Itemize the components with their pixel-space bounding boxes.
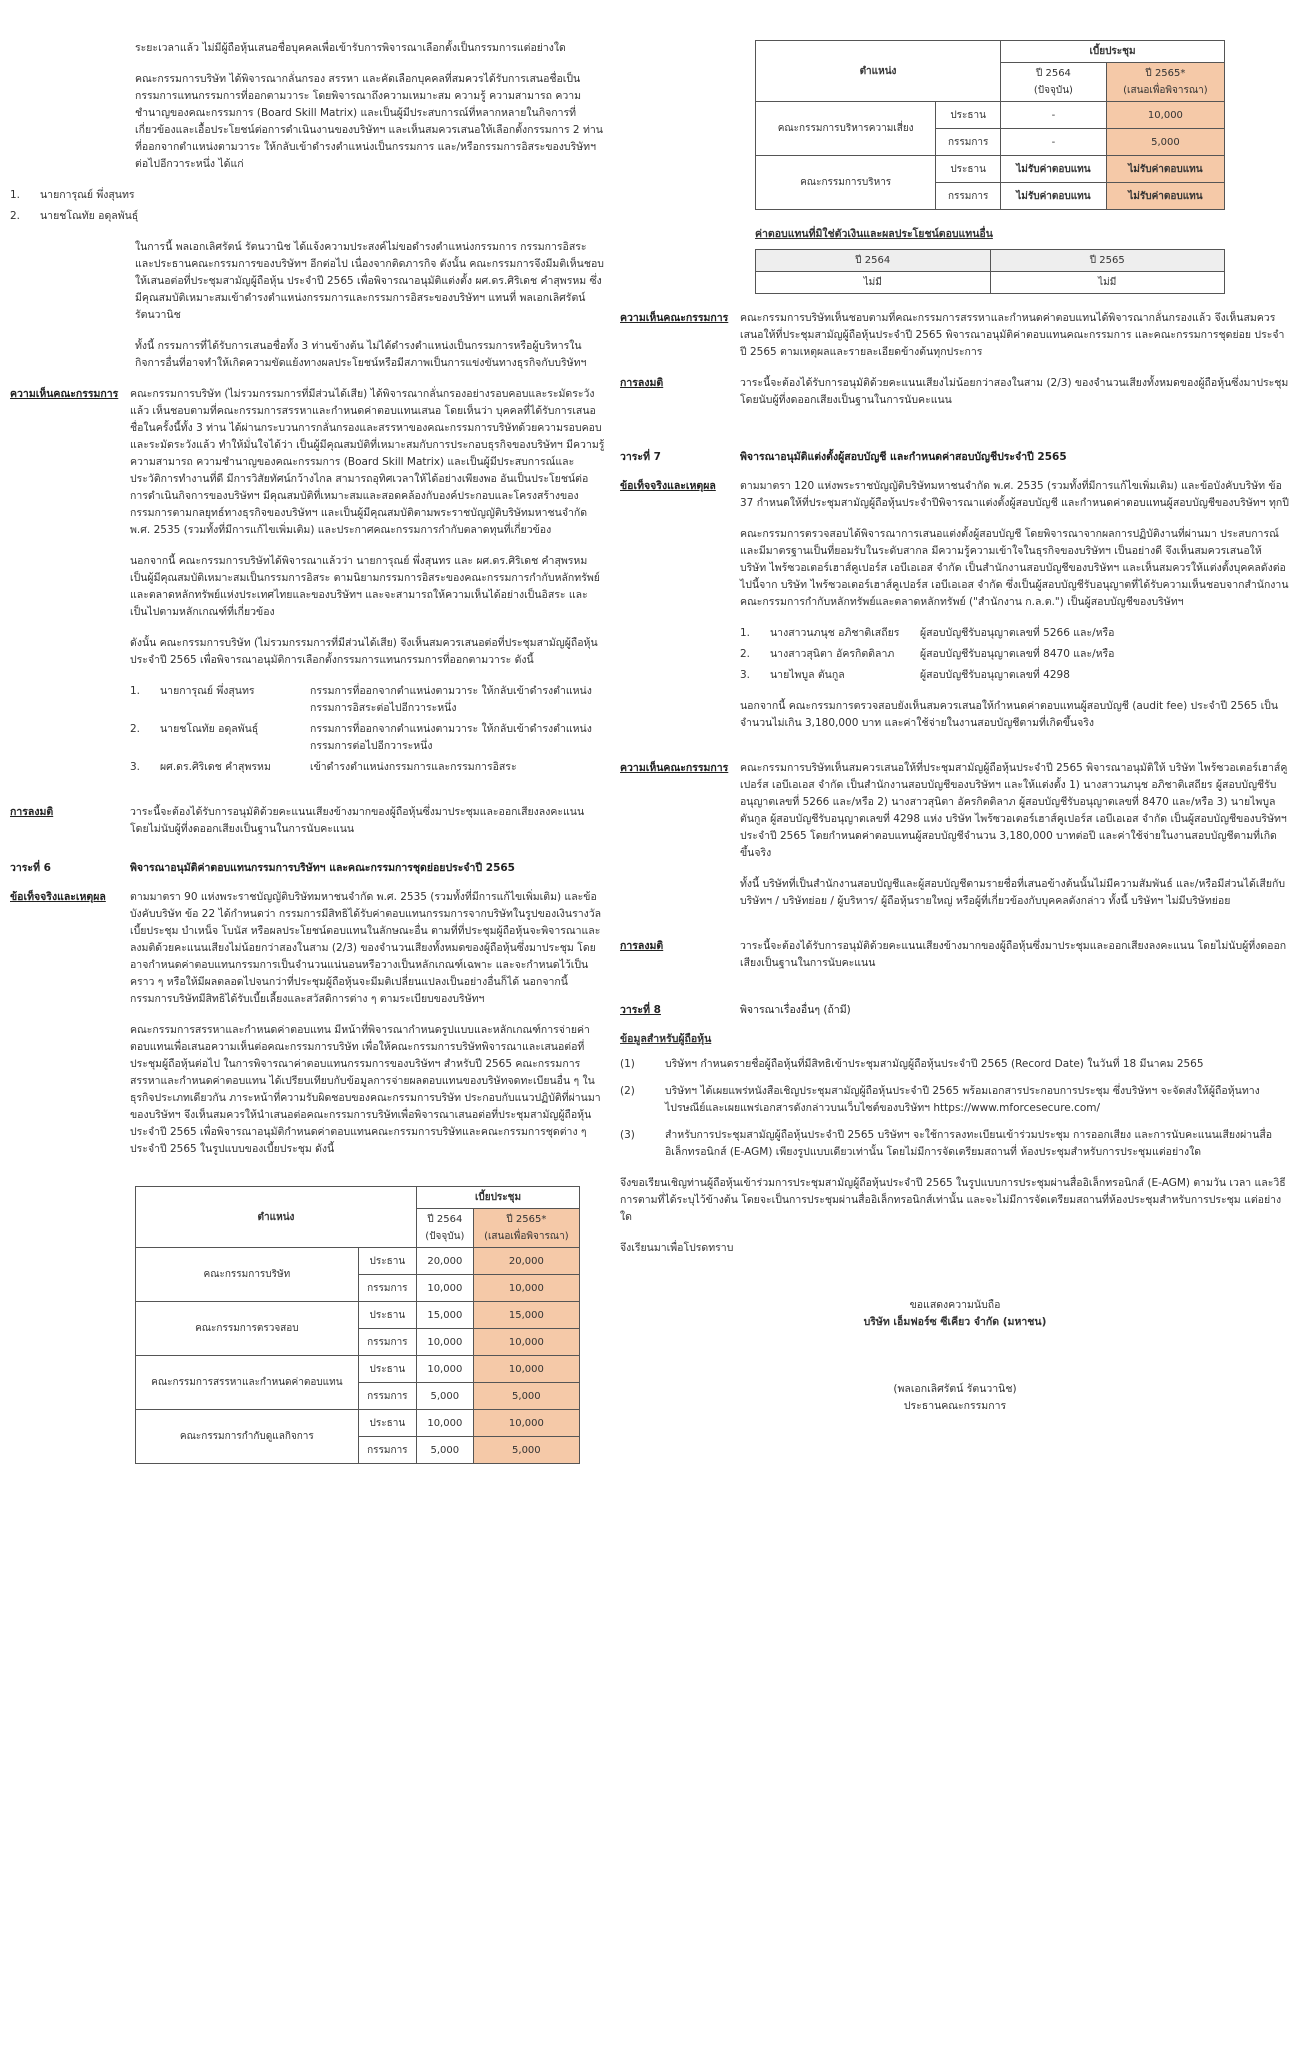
table-row: กรรมการ - 5,000 bbox=[756, 129, 1225, 156]
names-list bbox=[10, 187, 605, 225]
list-item: 2. นายชโณทัย อดุลพันธุ์ bbox=[10, 210, 139, 222]
signature-block: ขอแสดงความนับถือ บริษัท เอ็มฟอร์ซ ซีเคียว จำกัด (มหาชน) (พลเอกเลิศรัตน์ รัตนวานิช) ประธานคณะกรรมการ bbox=[863, 1299, 1047, 1412]
intro-text: ระยะเวลาแล้ว ไม่มีผู้ถือหุ้นเสนอชื่อบุคคลเพื่อเข้ารับการพิจารณาเลือกตั้งเป็นกรรมการแต่อย่างใด bbox=[135, 42, 566, 54]
list-item: 2. นายชโณทัย อดุลพันธุ์ กรรมการที่ออกจากตำแหน่งตามวาระ ให้กลับเข้าดำรงตำแหน่งกรรมการต่อไปอีกวาระหนึ่ง bbox=[130, 723, 592, 752]
facts-section bbox=[10, 889, 605, 1172]
opinion-text: นอกจากนี้ คณะกรรมการบริษัทได้พิจารณาแล้วว่า นายการุณย์ พึ่งสุนทร และ ผศ.ดร.ศิริเดช คำสุพรหม เป็นผู้มีคุณสมบัติเหมาะสมเป็นกรรมการอิสระ ตามนิยามกรรมการอิสระของคณะกรรมการกำกับหลักทรัพย์และตลาดหลักทรัพย์แห่งประเทศไทยและของบริษัทฯ และจะสามารถให้ความเห็นได้อย่างเป็นอิสระ และเป็นไปตามหลักเกณฑ์ที่เกี่ยวข้อง bbox=[130, 555, 600, 618]
info-title: ข้อมูลสำหรับผู้ถือหุ้น bbox=[620, 1033, 712, 1045]
opinion-text: ดังนั้น คณะกรรมการบริษัท (ไม่รวมกรรมการที่มีส่วนได้เสีย) จึงเห็นสมควรเสนอต่อที่ประชุมสามัญผู้ถือหุ้นประจำปี 2565 เพื่อพิจารณาอนุมัติการเลือกตั้งกรรมการแทนกรรมการที่ออกตามวาระ ดังนี้ bbox=[130, 637, 598, 666]
resolution-text: วาระนี้จะต้องได้รับการอนุมัติด้วยคะแนนเสียงข้างมากของผู้ถือหุ้นซึ่งมาประชุมและออกเสียงลงคะแนน โดยไม่นับผู้ที่งดออกเสียงเป็นฐานในการนับคะแนน bbox=[130, 806, 585, 835]
table-row: กรรมการ 10,000 10,000 bbox=[136, 1275, 580, 1302]
fee-table: ตำแหน่ง เบี้ยประชุม ปี 2564 (ปัจจุบัน) ปี 2565* (เสนอเพื่อพิจารณา) คณะกรรมการบริษัท ประธาน 20,000 20,000 กรรมการ 10,000 10,000 คณะกรรมการตรวจสอบ ประธาน 15,000 15,000 กรรมการ 10,000 10,000 คณะกรรมการสรรหาและกำหนดค่าตอบแทน ประธาน 10,000 10,000 กรรมการ 5,000 5,000 คณะกรรมการกำกับดูแลกิจการ ประธาน 10,000 10,000 กรรมการ 5,000 5,000 bbox=[135, 1186, 580, 1464]
para-resign: ในการนี้ พลเอกเลิศรัตน์ รัตนวานิช ได้แจ้งความประสงค์ไม่ขอดำรงตำแหน่งกรรมการ กรรมการอิสระ และประธานคณะกรรมการของบริษัทฯ อีกต่อไป เนื่องจากติดภารกิจ ดังนั้น คณะกรรมการจึงมีมติเห็นชอบให้เสนอต่อที่ประชุมสามัญผู้ถือหุ้น ประจำปี 2565 เพื่อพิจารณาอนุมัติแต่งตั้ง ผศ.ดร.ศิริเดช คำสุพรหม ซึ่งมีคุณสมบัติเหมาะสมเข้าดำรงตำแหน่งกรรมการและกรรมการอิสระของบริษัทฯ แทนที่ พลเอกเลิศรัตน์ รัตนวานิช bbox=[135, 241, 604, 321]
facts-text: ตามมาตรา 90 แห่งพระราชบัญญัติบริษัทมหาชนจำกัด พ.ศ. 2535 (รวมทั้งที่มีการแก้ไขเพิ่มเติม) และข้อบังคับบริษัท ข้อ 22 ได้กำหนดว่า กรรมการมีสิทธิได้รับค่าตอบแทนกรรมการจากบริษัทในรูปของเงินรางวัล เบี้ยประชุม บำเหน็จ โบนัส หรือผลประโยชน์ตอบแทนในลักษณะอื่น ตามที่ที่ประชุมผู้ถือหุ้นจะพิจารณาและลงมติด้วยคะแนนเสียงไม่น้อยกว่าสองในสาม (2/3) ของจำนวนเสียงทั้งหมดของผู้ถือหุ้นซึ่งมาประชุม โดยอาจกำหนดค่าตอบแทนกรรมการเป็นจำนวนแน่นอนหรือวางเป็นหลักเกณฑ์เฉพาะ และจะกำหนดไว้เป็นคราว ๆ หรือให้มีผลตลอดไปจนกว่าที่ประชุมผู้ถือหุ้นจะมีมติเปลี่ยนแปลงเป็นอย่างอื่นก็ได้ นอกจากนี้ กรรมการบริษัทมีสิทธิได้รับเบี้ยเลี้ยงและสวัสดิการต่าง ๆ ตามระเบียบของบริษัทฯ bbox=[130, 891, 602, 1005]
section-label: ความเห็นคณะกรรมการ bbox=[10, 388, 119, 400]
resolution-7: การลงมติ วาระนี้จะต้องได้รับการอนุมัติด้วยคะแนนเสียงข้างมากของผู้ถือหุ้นซึ่งมาประชุมและออกเสียงลงคะแนน โดยไม่นับผู้ที่งดออกเสียงเป็นฐานในการนับคะแนน bbox=[620, 940, 1287, 969]
facts-text: คณะกรรมการสรรหาและกำหนดค่าตอบแทน มีหน้าที่พิจารณากำหนดรูปแบบและหลักเกณฑ์การจ่ายค่าตอบแทนเพื่อเสนอความเห็นต่อคณะกรรมการบริษัท เพื่อให้คณะกรรมการบริษัทพิจารณาและเสนอต่อที่ประชุมผู้ถือหุ้นต่อไป ในการพิจารณาค่าตอบแทนกรรมการของบริษัทฯ สำหรับปี 2565 คณะกรรมการสรรหาและกำหนดค่าตอบแทน ได้เปรียบเทียบกับข้อมูลการจ่ายผลตอบแทนของบริษัทจดทะเบียนอื่น ๆ ในธุรกิจประเภทเดียวกัน ภาระหน้าที่ความรับผิดชอบของคณะกรรมการบริษัท ประกอบกับแนวปฏิบัติที่ผ่านมาของบริษัทฯ จึงเห็นสมควรให้นำเสนอต่อคณะกรรมการบริษัทเพื่อพิจารณาเสนอต่อที่ประชุมสามัญผู้ถือหุ้นประจำปี 2565 เพื่อพิจารณาอนุมัติกำหนดค่าตอบแทนคณะกรรมการบริษัทและคณะกรรมการชุดต่าง ๆ ประจำปี 2565 ในรูปแบบของเบี้ยประชุม ดังนี้ bbox=[130, 1024, 601, 1155]
section-label: การลงมติ bbox=[10, 806, 54, 818]
list-item: 2. นางสาวสุนิตา อัครกิตติลาภ ผู้สอบบัญชีรับอนุญาตเลขที่ 8470 และ/หรือ bbox=[740, 648, 1115, 660]
list-item: 1. นายการุณย์ พึ่งสุนทร กรรมการที่ออกจากตำแหน่งตามวาระ ให้กลับเข้าดำรงตำแหน่งกรรมการอิสระต่อไปอีกวาระหนึ่ง bbox=[130, 685, 592, 714]
closing-text: จึงขอเรียนเชิญท่านผู้ถือหุ้นเข้าร่วมการประชุมสามัญผู้ถือหุ้นประจำปี 2565 ในรูปแบบการประชุมผ่านสื่ออิเล็กทรอนิกส์ (E-AGM) ตามวัน เวลา และวิธีการตามที่ได้ระบุไว้ข้างต้น โดยจะเป็นการประชุมผ่านสื่ออิเล็กทรอนิกส์เท่านั้น และจะไม่มีการจัดเตรียมสถานที่ห้องประชุมสำหรับการประชุม แต่อย่างใด bbox=[620, 1177, 1286, 1223]
resolution-section bbox=[10, 804, 605, 838]
table-row: กรรมการ 5,000 5,000 bbox=[136, 1437, 580, 1464]
table-row: คณะกรรมการบริหาร ประธาน ไม่รับค่าตอบแทน ไม่รับค่าตอบแทน bbox=[756, 156, 1225, 183]
table-row: คณะกรรมการสรรหาและกำหนดค่าตอบแทน ประธาน 10,000 10,000 bbox=[136, 1356, 580, 1383]
agenda-6-heading: วาระที่ 6 พิจารณาอนุมัติค่าตอบแทนกรรมการบริษัทฯ และคณะกรรมการชุดย่อยประจำปี 2565 bbox=[10, 862, 515, 874]
right-column bbox=[620, 40, 1290, 1415]
table-row: คณะกรรมการบริษัท ประธาน 20,000 20,000 bbox=[136, 1248, 580, 1275]
para-conflict: ทั้งนี้ กรรมการที่ได้รับการเสนอชื่อทั้ง 3 ท่านข้างต้น ไม่ได้ดำรงตำแหน่งเป็นกรรมการหรือผู้บริหารในกิจการอื่นที่อาจทำให้เกิดความขัดแย้งทางผลประโยชน์หรือมีสภาพเป็นการแข่งขันทางธุรกิจกับบริษัทฯ bbox=[135, 340, 587, 369]
board-opinion-6: ความเห็นคณะกรรมการ คณะกรรมการบริษัทเห็นชอบตามที่คณะกรรมการสรรหาและกำหนดค่าตอบแทนได้พิจารณากลั่นกรองแล้ว จึงเห็นสมควรเสนอให้ที่ประชุมสามัญผู้ถือหุ้นประจำปี 2565 พิจารณาอนุมัติค่าตอบแทนคณะกรรมการ และคณะกรรมการชุดย่อย ประจำปี 2565 ตามเหตุผลและรายละเอียดข้างต้นทุกประการ bbox=[620, 312, 1285, 358]
left-column bbox=[10, 40, 605, 1464]
resolution-6: การลงมติ วาระนี้จะต้องได้รับการอนุมัติด้วยคะแนนเสียงไม่น้อยกว่าสองในสาม (2/3) ของจำนวนเสียงทั้งหมดของผู้ถือหุ้นซึ่งมาประชุม โดยนับผู้ที่งดออกเสียงเป็นฐานในการนับคะแนน bbox=[620, 377, 1289, 406]
section-label: ข้อเท็จจริงและเหตุผล bbox=[10, 891, 106, 903]
noncash-table: ปี 2564 ปี 2565 ไม่มี ไม่มี bbox=[755, 249, 1225, 294]
facts-7: ข้อเท็จจริงและเหตุผล ตามมาตรา 120 แห่งพระราชบัญญัติบริษัทมหาชนจำกัด พ.ศ. 2535 (รวมทั้งที่มีการแก้ไขเพิ่มเติม) และข้อบังคับบริษัท ข้อ 37 กำหนดให้ที่ประชุมสามัญผู้ถือหุ้นประจำปีพิจารณาแต่งตั้งผู้สอบบัญชี และกำหนดค่าตอบแทนผู้สอบบัญชีของบริษัทฯ ทุกปี คณะกรรมการตรวจสอบได้พิจารณาการเสนอแต่งตั้งผู้สอบบัญชี โดยพิจารณาจากผลการปฏิบัติงานที่ผ่านมา ประสบการณ์ และมีมาตรฐานเป็นที่ยอมรับในระดับสากล มีความรู้ความเข้าใจในธุรกิจของบริษัทฯ เป็นอย่างดี จึงเห็นสมควรเสนอให้ บริษัท ไพร้ซวอเตอร์เฮาส์คูเปอร์ส เอบีเอเอส จำกัด เป็นสำนักงานสอบบัญชีของบริษัทฯ และเห็นสมควรให้แต่งตั้งบุคคลดังต่อไปนี้จาก บริษัท ไพร้ซวอเตอร์เฮาส์คูเปอร์ส เอบีเอเอส จำกัด ซึ่งเป็นผู้สอบบัญชีรับอนุญาตที่ได้รับความเห็นชอบจากสำนักงานคณะกรรมการกำกับหลักทรัพย์และตลาดหลักทรัพย์ ("สำนักงาน ก.ล.ต.") เป็นผู้สอบบัญชีของบริษัทฯ 1. นางสาวนภนุช อภิชาติเสถียร ผู้สอบบัญชีรับอนุญาตเลขที่ 5266 และ/หรือ 2. นางสาวสุนิตา อัครกิตติลาภ ผู้สอบบัญชีรับอนุญาตเลขที่ 8470 และ/หรือ 3. นายไพบูล ตันกูล ผู้สอบบัญชีรับอนุญาตเลขที่ 4298 นอกจากนี้ คณะกรรมการตรวจสอบยังเห็นสมควรเสนอให้กำหนดค่าตอบแทนผู้สอบบัญชี (audit fee) ประจำปี 2565 เป็นจำนวนไม่เกิน 3,180,000 บาท และค่าใช้จ่ายในงานสอบบัญชีตามที่เกิดขึ้นจริง bbox=[620, 480, 1289, 729]
list-item: (1) บริษัทฯ กำหนดรายชื่อผู้ถือหุ้นที่มีสิทธิเข้าประชุมสามัญผู้ถือหุ้นประจำปี 2565 (Record Date) ในวันที่ 18 มีนาคม 2565 bbox=[620, 1058, 1204, 1070]
list-item: 1. นางสาวนภนุช อภิชาติเสถียร ผู้สอบบัญชีรับอนุญาตเลขที่ 5266 และ/หรือ bbox=[740, 627, 1115, 639]
list-item: 3. นายไพบูล ตันกูล ผู้สอบบัญชีรับอนุญาตเลขที่ 4298 bbox=[740, 669, 1070, 681]
nominee-list bbox=[130, 683, 605, 776]
info-list bbox=[620, 1056, 1290, 1161]
closing-text: จึงเรียนมาเพื่อโปรดทราบ bbox=[620, 1242, 734, 1254]
board-opinion-7: ความเห็นคณะกรรมการ คณะกรรมการบริษัทเห็นสมควรเสนอให้ที่ประชุมสามัญผู้ถือหุ้นประจำปี 2565 พิจารณาอนุมัติให้ บริษัท ไพร้ซวอเตอร์เฮาส์คูเปอร์ส เอบีเอเอส จำกัด เป็นสำนักงานสอบบัญชีของบริษัทฯ และให้แต่งตั้ง 1) นางสาวนภนุช อภิชาติเสถียร ผู้สอบบัญชีรับอนุญาตเลขที่ 5266 และ/หรือ 2) นางสาวสุนิตา อัครกิตติลาภ ผู้สอบบัญชีรับอนุญาตเลขที่ 8470 และ/หรือ 3) นายไพบูล ตันกูล ผู้สอบบัญชีรับอนุญาตเลขที่ 4298 แห่ง บริษัท ไพร้ซวอเตอร์เฮาส์คูเปอร์ส เอบีเอเอส จำกัด เป็นผู้สอบบัญชีของบริษัทฯ ประจำปี 2565 โดยกำหนดค่าตอบแทนผู้สอบบัญชีจำนวน 3,180,000 บาทต่อปี และค่าใช้จ่ายในงานสอบบัญชีตามที่เกิดขึ้นจริง ทั้งนี้ บริษัทที่เป็นสำนักงานสอบบัญชีและผู้สอบบัญชีตามรายชื่อที่เสนอข้างต้นนั้นไม่มีความสัมพันธ์ และ/หรือมีส่วนได้เสียกับบริษัทฯ / บริษัทย่อย / ผู้บริหาร/ ผู้ถือหุ้นรายใหญ่ หรือผู้ที่เกี่ยวข้องกับบุคคลดังกล่าว ทั้งนี้ บริษัทฯ ไม่มีบริษัทย่อย bbox=[620, 762, 1288, 907]
fee-table-continued: ตำแหน่ง เบี้ยประชุม ปี 2564 (ปัจจุบัน) ปี 2565* (เสนอเพื่อพิจารณา) คณะกรรมการบริหารความเสี่ยง ประธาน - 10,000 กรรมการ - 5,000 คณะกรรมการบริหาร ประธาน ไม่รับค่าตอบแทน ไม่รับค่าตอบแทน กรรมการ ไม่รับค่าตอบแทน ไม่รับค่าตอบแทน bbox=[755, 40, 1225, 210]
list-item: 1. นายการุณย์ พึ่งสุนทร bbox=[10, 189, 135, 201]
list-item: (3) สำหรับการประชุมสามัญผู้ถือหุ้นประจำปี 2565 บริษัทฯ จะใช้การลงทะเบียนเข้าร่วมประชุม การออกเสียง และการนับคะแนนเสียงผ่านสื่ออิเล็กทรอนิกส์ (E-AGM) เพียงรูปแบบเดียวเท่านั้น โดยไม่มีการจัดเตรียมสถานที่ ห้องประชุมสำหรับการประชุมแต่อย่างใด bbox=[620, 1129, 1273, 1158]
table-row: กรรมการ 10,000 10,000 bbox=[136, 1329, 580, 1356]
board-opinion-section bbox=[10, 386, 605, 790]
para-nomination: คณะกรรมการบริษัท ได้พิจารณากลั่นกรอง สรรหา และคัดเลือกบุคคลที่สมควรได้รับการเสนอชื่อเป็นกรรมการแทนกรรมการที่ออกตามวาระ โดยพิจารณาถึงความเหมาะสม ความรู้ ความสามารถ ความชำนาญของคณะกรรมการ (Board Skill Matrix) และเป็นผู้มีประสบการณ์ที่หลากหลายในกิจการที่เกี่ยวข้องและเอื้อประโยชน์ต่อการดำเนินงานของบริษัทฯ และเห็นสมควรเสนอให้เลือกตั้งกรรมการ 2 ท่านที่ออกจากตำแหน่งตามวาระ ให้กลับเข้าดำรงตำแหน่งเป็นกรรมการ และ/หรือกรรมการอิสระของบริษัทฯ ต่อไปอีกวาระหนึ่ง ได้แก่ bbox=[135, 73, 603, 170]
noncash-title: ค่าตอบแทนที่มิใช่ตัวเงินและผลประโยชน์ตอบแทนอื่น bbox=[755, 228, 993, 240]
list-item: 3. ผศ.ดร.ศิริเดช คำสุพรหม เข้าดำรงตำแหน่งกรรมการและกรรมการอิสระ bbox=[130, 761, 517, 773]
auditor-list bbox=[740, 625, 1290, 684]
table-row: คณะกรรมการบริหารความเสี่ยง ประธาน - 10,000 bbox=[756, 102, 1225, 129]
table-row: กรรมการ ไม่รับค่าตอบแทน ไม่รับค่าตอบแทน bbox=[756, 183, 1225, 210]
agenda-7-heading: วาระที่ 7 พิจารณาอนุมัติแต่งตั้งผู้สอบบัญชี และกำหนดค่าสอบบัญชีประจำปี 2565 bbox=[620, 451, 1067, 463]
table-row: คณะกรรมการตรวจสอบ ประธาน 15,000 15,000 bbox=[136, 1302, 580, 1329]
agenda-8-heading: วาระที่ 8 พิจารณาเรื่องอื่นๆ (ถ้ามี) bbox=[620, 1004, 851, 1016]
table-row: คณะกรรมการกำกับดูแลกิจการ ประธาน 10,000 10,000 bbox=[136, 1410, 580, 1437]
table-row: กรรมการ 5,000 5,000 bbox=[136, 1383, 580, 1410]
list-item: (2) บริษัทฯ ได้เผยแพร่หนังสือเชิญประชุมสามัญผู้ถือหุ้นประจำปี 2565 พร้อมเอกสารประกอบการประชุม ซึ่งบริษัทฯ จะจัดส่งให้ผู้ถือหุ้นทางไปรษณีย์และเผยแพร่เอกสารดังกล่าวบนเว็บไซต์ของบริษัทฯ https://www.mforcesecure.com/ bbox=[620, 1085, 1260, 1114]
opinion-text: คณะกรรมการบริษัท (ไม่รวมกรรมการที่มีส่วนได้เสีย) ได้พิจารณากลั่นกรองอย่างรอบคอบและระมัดระวังแล้ว เห็นชอบตามที่คณะกรรมการสรรหาและกำหนดค่าตอบแทนเสนอ โดยเห็นว่า บุคคลที่ได้รับการเสนอชื่อในครั้งนี้ทั้ง 3 ท่าน ได้ผ่านกระบวนการกลั่นกรองและสรรหาของคณะกรรมการบริษัทด้วยความรอบคอบและระมัดระวังแล้ว ทำให้มั่นใจได้ว่า เป็นผู้มีคุณสมบัติที่เหมาะสมกับการประกอบธุรกิจของบริษัทฯ มีความรู้ ความสามารถ ความชำนาญของคณะกรรมการ (Board Skill Matrix) และเป็นผู้มีประสบการณ์และประวัติการทำงานที่ดี มีการวิสัยทัศน์กว้างไกล สามารถอุทิศเวลาให้ได้อย่างเพียงพอ อันเป็นประโยชน์ต่อการดำเนินกิจการของบริษัทฯ มีคุณสมบัติที่เหมาะสมและสอดคล้องกับองค์ประกอบและโครงสร้างของกรรมการตามกลยุทธ์ทางธุรกิจของบริษัทฯ และเป็นผู้มีคุณสมบัติตามพระราชบัญญัติบริษัทมหาชนจำกัด พ.ศ. 2535 (รวมทั้งที่มีการแก้ไขเพิ่มเติม) และประกาศคณะกรรมการกำกับตลาดทุนที่เกี่ยวข้อง bbox=[130, 388, 605, 536]
